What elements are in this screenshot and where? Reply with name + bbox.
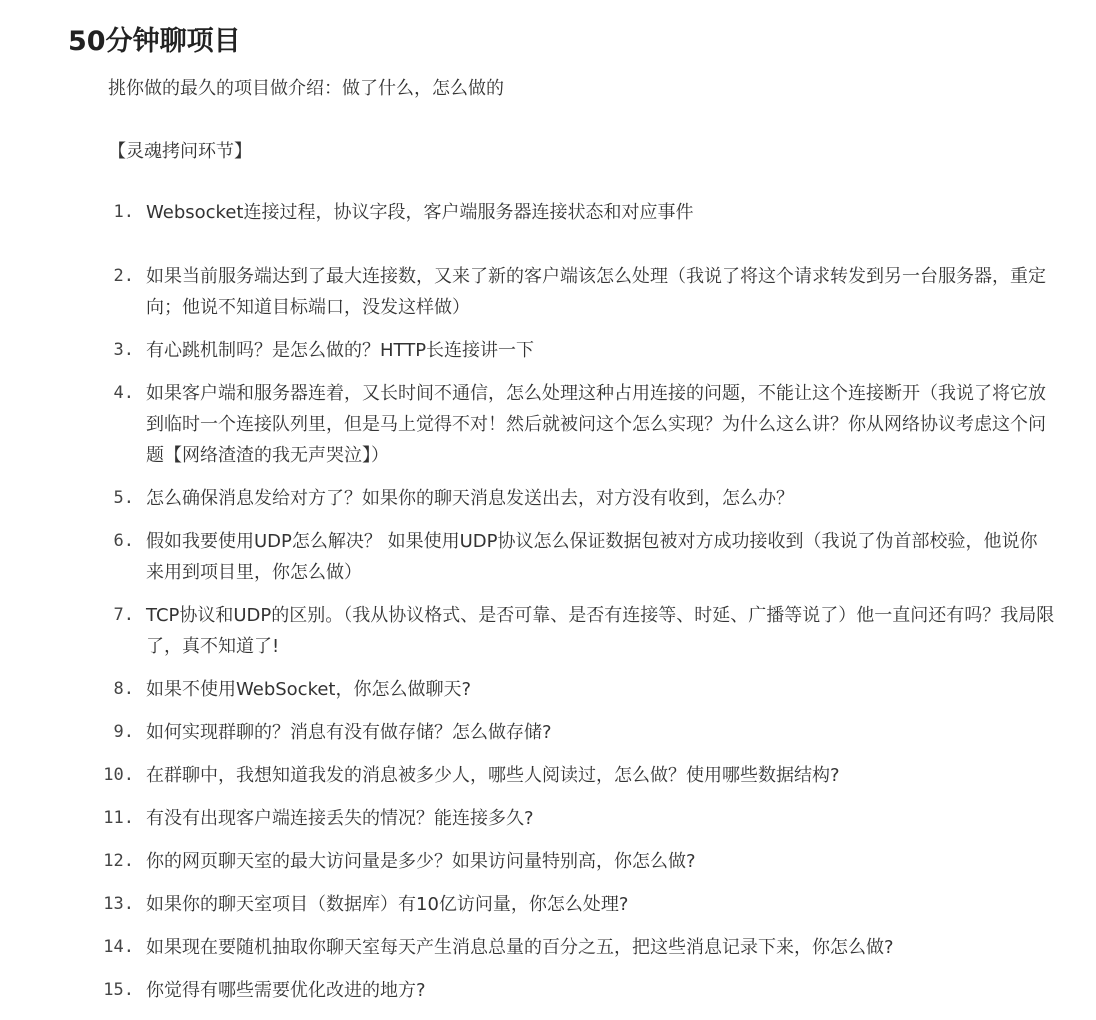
question-item-8 (90, 674, 1055, 705)
question-number: 12. (103, 851, 134, 871)
question-number: 8. (113, 679, 134, 699)
question-text: 如果客户端和服务器连着，又长时间不通信，怎么处理这种占用连接的问题，不能让这个连接断开（我说了将它放到临时一个连接队列里，但是马上觉得不对！然后就被问这个怎么实现？为什么这么讲？你从网络协议考虑这个问题【网络渣渣的我无声哭泣】） (146, 383, 1046, 466)
question-item-13 (90, 889, 1055, 920)
question-item-11 (90, 803, 1055, 834)
question-text: 如果你的聊天室项目（数据库）有10亿访问量，你怎么处理? (146, 894, 629, 915)
question-item-5 (90, 483, 1055, 514)
question-number: 11. (103, 808, 134, 828)
question-item-7 (90, 600, 1055, 662)
question-text: 假如我要使用UDP怎么解决？ 如果使用UDP协议怎么保证数据包被对方成功接收到（我说了伪首部校验，他说你来用到项目里，你怎么做） (146, 531, 1038, 583)
intro-text: 挑你做的最久的项目做介绍：做了什么，怎么做的 (108, 78, 504, 99)
question-text: 在群聊中，我想知道我发的消息被多少人，哪些人阅读过，怎么做？使用哪些数据结构? (146, 765, 840, 786)
question-text: 如果现在要随机抽取你聊天室每天产生消息总量的百分之五，把这些消息记录下来，你怎么做? (146, 937, 894, 958)
question-item-1 (90, 197, 1055, 228)
question-item-2 (90, 261, 1055, 323)
question-number: 5. (113, 488, 134, 508)
section-label: 【灵魂拷问环节】 (108, 141, 252, 162)
question-item-6 (90, 526, 1055, 588)
question-item-12 (90, 846, 1055, 877)
question-item-3 (90, 335, 1055, 366)
question-number: 15. (103, 980, 134, 1000)
question-number: 4. (113, 383, 134, 403)
question-item-15 (90, 975, 1055, 1006)
question-text: 怎么确保消息发给对方了？如果你的聊天消息发送出去，对方没有收到，怎么办？ (146, 488, 794, 509)
question-item-14 (90, 932, 1055, 963)
question-text: 你的网页聊天室的最大访问量是多少？如果访问量特别高，你怎么做? (146, 851, 696, 872)
question-number: 7. (113, 605, 134, 625)
question-number: 3. (113, 340, 134, 360)
question-number: 13. (103, 894, 134, 914)
question-text: 如果当前服务端达到了最大连接数，又来了新的客户端该怎么处理（我说了将这个请求转发到另一台服务器，重定向；他说不知道目标端口，没发这样做） (146, 266, 1046, 318)
question-text: Websocket连接过程，协议字段，客户端服务器连接状态和对应事件 (146, 202, 694, 223)
question-item-9 (90, 717, 1055, 748)
question-text: 如果不使用WebSocket，你怎么做聊天? (146, 679, 472, 700)
question-number: 14. (103, 937, 134, 957)
question-number: 9. (113, 722, 134, 742)
question-number: 10. (103, 765, 134, 785)
question-text: TCP协议和UDP的区别。（我从协议格式、是否可靠、是否有连接等、时延、广播等说了）他一直问还有吗？我局限了，真不知道了! (146, 605, 1055, 657)
question-text: 有心跳机制吗？是怎么做的？HTTP长连接讲一下 (146, 340, 535, 361)
question-text: 有没有出现客户端连接丢失的情况？能连接多久? (146, 808, 534, 829)
question-number: 1. (113, 202, 134, 222)
question-item-10 (90, 760, 1055, 791)
question-text: 如何实现群聊的？消息有没有做存储？怎么做存储? (146, 722, 552, 743)
question-item-4 (90, 378, 1055, 471)
question-number: 2. (113, 266, 134, 286)
question-list (90, 197, 1055, 1018)
question-number: 6. (113, 531, 134, 551)
question-text: 你觉得有哪些需要优化改进的地方? (146, 980, 426, 1001)
page-title: 50分钟聊项目 (68, 26, 241, 57)
